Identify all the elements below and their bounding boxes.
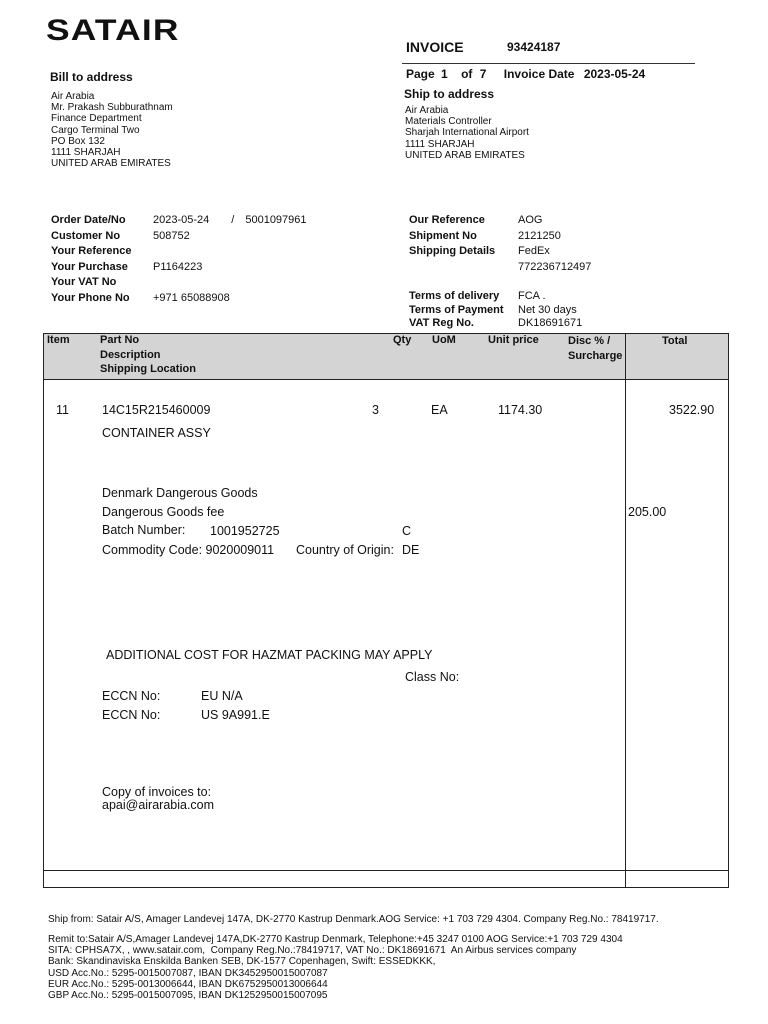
address-line: UNITED ARAB EMIRATES <box>405 149 525 161</box>
company-logo: SATAIR <box>46 14 180 47</box>
shipping-details-label: Shipping Details <box>409 245 496 257</box>
header-total: Total <box>662 335 688 347</box>
country-origin-label: Country of Origin: <box>296 543 394 557</box>
commodity-code: Commodity Code: 9020009011 <box>102 543 275 557</box>
order-number-value: 5001097961 <box>245 214 307 226</box>
order-date-label: Order Date/No <box>51 214 126 226</box>
address-line: 1111 SHARJAH <box>405 138 475 150</box>
dg-title: Denmark Dangerous Goods <box>102 486 258 500</box>
bill-to-title: Bill to address <box>50 70 133 84</box>
line-description: CONTAINER ASSY <box>102 426 211 440</box>
tracking-number-value: 772236712497 <box>518 260 592 273</box>
line-total: 3522.90 <box>669 403 715 417</box>
footer-line: Remit to:Satair A/S,Amager Landevej 147A,DK-2770 Kastrup Denmark, Telephone:+45 3247 0100 AOG Service:+1 703 729 4304 <box>48 934 623 945</box>
shipment-no-value: 2121250 <box>518 229 561 242</box>
customer-no-label: Customer No <box>51 229 121 242</box>
order-date-value: 2023-05-24 <box>153 214 210 226</box>
invoice-number: 93424187 <box>507 40 561 54</box>
terms-labels <box>409 290 504 331</box>
header-description: Description <box>100 348 161 361</box>
ship-to-title: Ship to address <box>404 87 495 101</box>
table-footer-divider <box>44 870 728 871</box>
line-unit-price: 1174.30 <box>498 403 543 417</box>
eccn-eu-value: EU N/A <box>201 689 243 703</box>
eccn-us-value: US 9A991.E <box>201 708 270 722</box>
your-vat-value <box>153 275 307 291</box>
header-qty: Qty <box>393 334 412 346</box>
address-line: Mr. Prakash Subburathnam <box>51 102 173 114</box>
eccn-us-label: ECCN No: <box>102 708 161 722</box>
line-qty: 3 <box>372 403 379 417</box>
address-line: Sharjah International Airport <box>405 127 529 139</box>
copy-invoices-email: apai@airarabia.com <box>102 798 215 812</box>
our-reference-label: Our Reference <box>409 214 485 226</box>
batch-number-label: Batch Number: <box>102 523 186 537</box>
terms-payment-label: Terms of Payment <box>409 303 504 316</box>
header-part-columns <box>100 333 196 377</box>
class-no-label: Class No: <box>405 670 460 684</box>
header-shipping-location: Shipping Location <box>100 363 196 375</box>
vat-reg-label: VAT Reg No. <box>409 317 474 329</box>
header-item: Item <box>47 334 70 346</box>
header-disc-surcharge <box>568 334 622 363</box>
footer-line: Bank: Skandinaviska Enskilda Banken SEB, DK-1577 Copenhagen, Swift: ESSEDKKK, <box>48 956 436 968</box>
line-uom: EA <box>431 403 448 417</box>
shipment-no-label: Shipment No <box>409 229 477 242</box>
address-line: Air Arabia <box>405 105 449 116</box>
header-divider <box>402 63 695 64</box>
dg-fee-value: 205.00 <box>628 505 667 519</box>
your-purchase-value: P1164223 <box>153 260 203 273</box>
address-line: 1111 SHARJAH <box>51 147 121 159</box>
terms-delivery-label: Terms of delivery <box>409 290 500 302</box>
hazmat-note: ADDITIONAL COST FOR HAZMAT PACKING MAY APPLY <box>106 648 433 662</box>
footer-line: GBP Acc.No.: 5295-0015007095, IBAN DK1252950015007095 <box>48 990 328 1002</box>
your-phone-value: +971 65088908 <box>153 291 230 304</box>
country-origin-value: DE <box>402 543 420 557</box>
batch-number-value: 1001952725 <box>210 524 280 538</box>
terms-delivery-value: FCA . <box>518 290 546 302</box>
line-item-number: 11 <box>56 403 69 417</box>
address-line: PO Box 132 <box>51 135 105 147</box>
page-of: of <box>461 67 473 81</box>
ship-to-address <box>405 105 529 161</box>
dg-fee-label: Dangerous Goods fee <box>102 505 225 519</box>
terms-values <box>518 290 582 331</box>
page-total: 7 <box>479 67 487 81</box>
eccn-eu-label: ECCN No: <box>102 689 161 703</box>
header-unit-price: Unit price <box>488 334 539 346</box>
footer-line: USD Acc.No.: 5295-0015007087, IBAN DK3452950015007087 <box>48 967 328 979</box>
total-column-divider <box>625 334 626 887</box>
reference-field-labels <box>409 213 495 260</box>
order-date-separator: / <box>231 214 235 226</box>
page-label: Page <box>406 67 435 81</box>
footer-ship-from: Ship from: Satair A/S, Amager Landevej 147A, DK-2770 Kastrup Denmark.AOG Service: +1 703 729 4304. Company Reg.No.: 78419717. <box>48 914 659 925</box>
your-reference-value <box>153 244 307 260</box>
invoice-date-label: Invoice Date <box>503 67 575 81</box>
bill-to-address <box>51 91 173 169</box>
header-disc: Disc % / <box>568 335 611 347</box>
invoice-date: 2023-05-24 <box>583 67 646 81</box>
header-part-no: Part No <box>100 334 140 346</box>
page-info <box>406 67 645 81</box>
document-title: INVOICE <box>406 39 464 55</box>
address-line: Cargo Terminal Two <box>51 124 140 136</box>
address-line: UNITED ARAB EMIRATES <box>51 158 171 170</box>
your-reference-label: Your Reference <box>51 245 132 257</box>
footer-remit <box>48 934 623 1001</box>
footer-line: SITA: CPHSA7X, , www.satair.com, Company Reg.No.:78419717, VAT No.: DK18691671 An Airbus services company <box>48 945 577 957</box>
order-field-labels <box>51 213 132 306</box>
page-current: 1 <box>441 67 448 81</box>
address-line: Air Arabia <box>51 91 95 102</box>
batch-code: C <box>402 524 412 538</box>
address-line: Finance Department <box>51 113 142 125</box>
header-uom: UoM <box>432 334 456 346</box>
terms-payment-value: Net 30 days <box>518 303 577 316</box>
your-vat-label: Your VAT No <box>51 276 117 288</box>
header-surcharge: Surcharge <box>568 349 623 362</box>
your-phone-label: Your Phone No <box>51 291 130 304</box>
shipping-carrier-value: FedEx <box>518 245 550 257</box>
reference-field-values <box>518 213 591 275</box>
our-reference-value: AOG <box>518 214 543 226</box>
your-purchase-label: Your Purchase <box>51 260 128 273</box>
customer-no-value: 508752 <box>153 229 190 242</box>
address-line: Materials Controller <box>405 116 492 128</box>
line-part-no: 14C15R215460009 <box>102 403 211 417</box>
footer-line: EUR Acc.No.: 5295-0013006644, IBAN DK6752950013006644 <box>48 978 328 990</box>
order-field-values <box>153 213 307 306</box>
copy-invoices-label: Copy of invoices to: <box>102 785 212 799</box>
vat-reg-value: DK18691671 <box>518 317 583 329</box>
